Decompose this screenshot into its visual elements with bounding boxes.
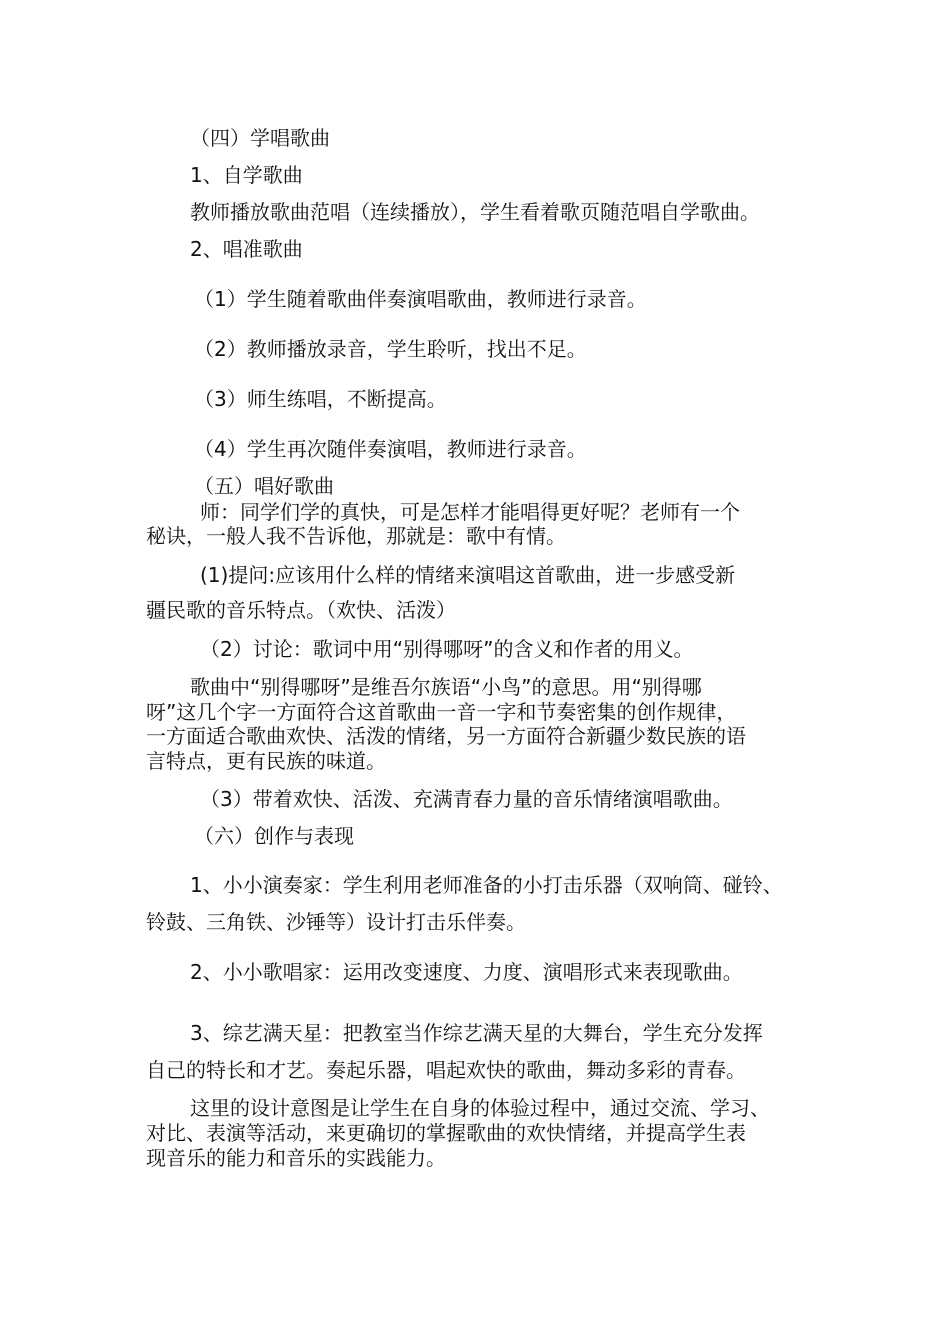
section-heading-6: （六）创作与表现 bbox=[194, 824, 354, 848]
paragraph-line: 一方面适合歌曲欢快、活泼的情绪，另一方面符合新疆少数民族的语 bbox=[146, 724, 746, 748]
paragraph-line: 铃鼓、三角铁、沙锤等）设计打击乐伴奏。 bbox=[146, 910, 526, 934]
subheading-sing-accurately: 2、唱准歌曲 bbox=[190, 237, 303, 261]
paragraph-line: 言特点，更有民族的味道。 bbox=[146, 749, 386, 773]
subheading-self-study: 1、自学歌曲 bbox=[190, 163, 303, 187]
paragraph-line: 师：同学们学的真快，可是怎样才能唱得更好呢？老师有一个 bbox=[200, 500, 740, 524]
paragraph-line: (1)提问:应该用什么样的情绪来演唱这首歌曲，进一步感受新 bbox=[200, 563, 736, 587]
list-item: （1）学生随着歌曲伴奏演唱歌曲，教师进行录音。 bbox=[194, 287, 647, 311]
paragraph-line: 歌曲中“别得哪呀”是维吾尔族语“小鸟”的意思。用“别得哪 bbox=[190, 675, 702, 699]
paragraph-line: 教师播放歌曲范唱（连续播放），学生看着歌页随范唱自学歌曲。 bbox=[190, 200, 760, 224]
section-heading-5: （五）唱好歌曲 bbox=[194, 474, 334, 498]
paragraph-line: 对比、表演等活动，来更确切的掌握歌曲的欢快情绪，并提高学生表 bbox=[146, 1121, 746, 1145]
list-item: （3）师生练唱，不断提高。 bbox=[194, 387, 447, 411]
paragraph-line: 这里的设计意图是让学生在自身的体验过程中，通过交流、学习、 bbox=[190, 1096, 770, 1120]
paragraph-line: （3）带着欢快、活泼、充满青春力量的音乐情绪演唱歌曲。 bbox=[200, 787, 733, 811]
section-heading-4: （四）学唱歌曲 bbox=[190, 126, 330, 150]
paragraph-line: 疆民歌的音乐特点。（欢快、活泼） bbox=[146, 598, 456, 622]
paragraph-line: 1、小小演奏家：学生利用老师准备的小打击乐器（双响筒、碰铃、 bbox=[190, 873, 783, 897]
paragraph-line: 呀”这几个字一方面符合这首歌曲一音一字和节奏密集的创作规律， bbox=[146, 700, 737, 724]
paragraph-line: 3、综艺满天星：把教室当作综艺满天星的大舞台，学生充分发挥 bbox=[190, 1021, 763, 1045]
list-item: （4）学生再次随伴奏演唱，教师进行录音。 bbox=[194, 437, 587, 461]
paragraph-line: 现音乐的能力和音乐的实践能力。 bbox=[146, 1146, 446, 1170]
paragraph-line: 2、小小歌唱家：运用改变速度、力度、演唱形式来表现歌曲。 bbox=[190, 960, 743, 984]
list-item: （2）教师播放录音，学生聆听，找出不足。 bbox=[194, 337, 587, 361]
paragraph-line: 秘诀，一般人我不告诉他，那就是：歌中有情。 bbox=[146, 524, 566, 548]
paragraph-line: （2）讨论：歌词中用“别得哪呀”的含义和作者的用义。 bbox=[200, 637, 694, 661]
paragraph-line: 自己的特长和才艺。奏起乐器，唱起欢快的歌曲，舞动多彩的青春。 bbox=[146, 1058, 746, 1082]
